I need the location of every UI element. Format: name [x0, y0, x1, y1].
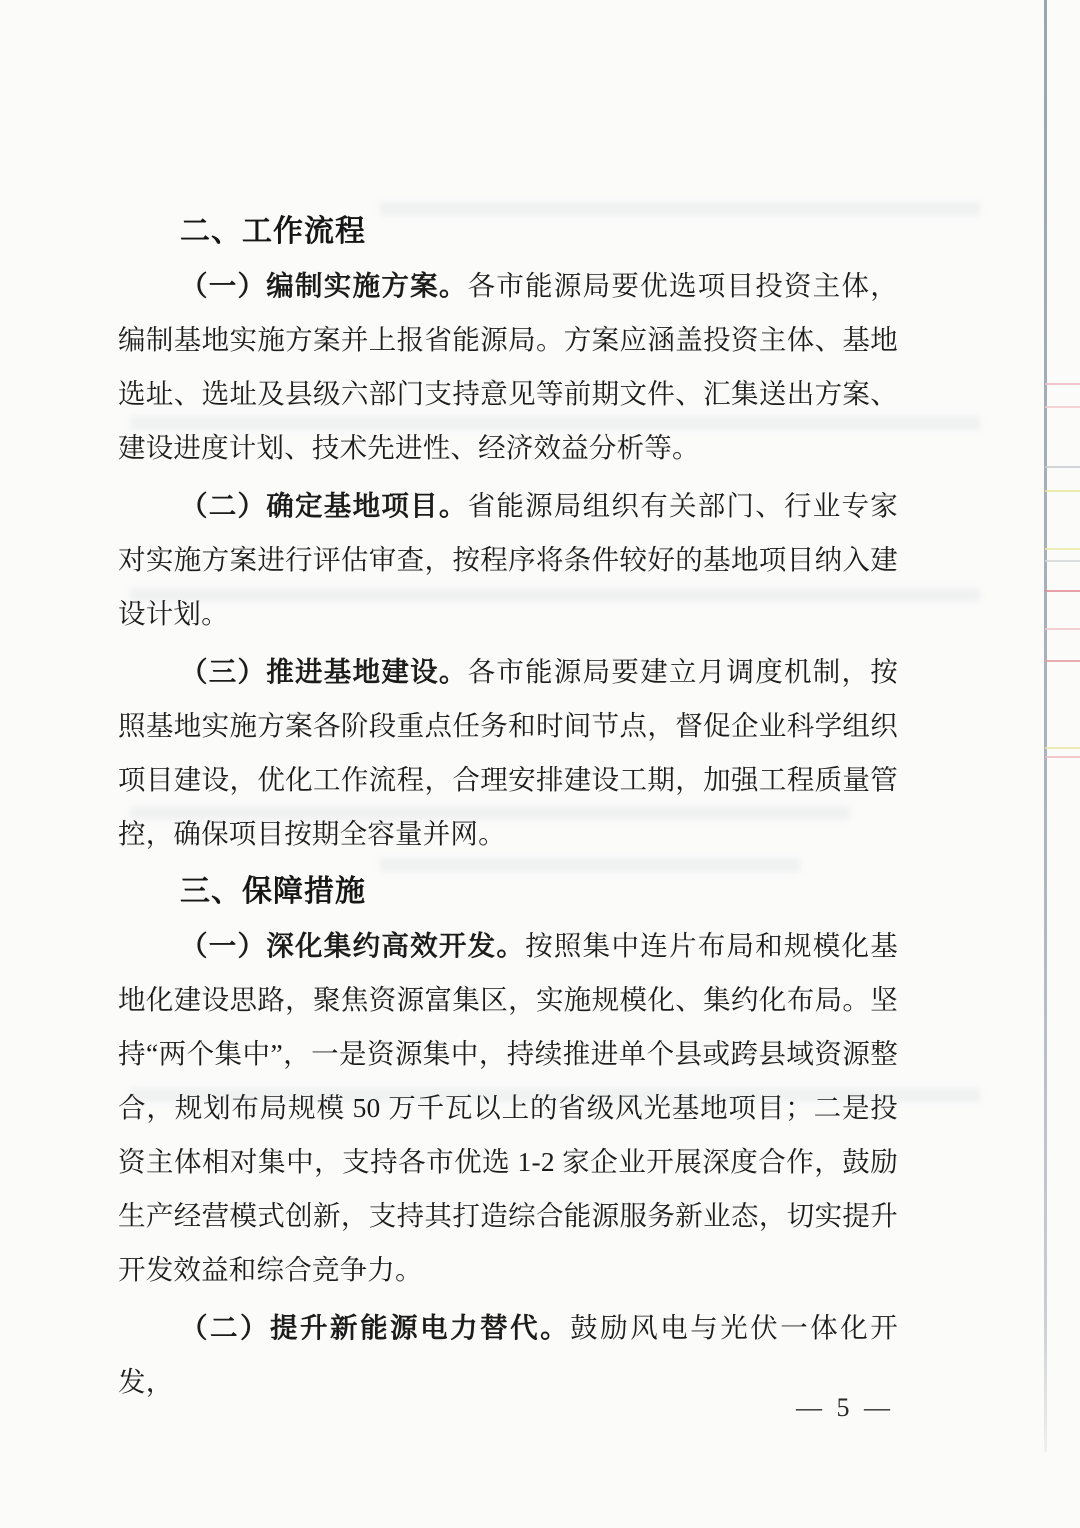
scan-artifact-streak	[1045, 590, 1080, 592]
scan-artifact-streak	[1045, 747, 1080, 749]
scan-artifact-streak	[1045, 660, 1080, 662]
page-number: — 5 —	[796, 1393, 894, 1422]
paragraph-lead: （一）编制实施方案。	[180, 270, 468, 301]
paragraph-text: 省能源局组织有关部门、行业专家对实施方案进行评估审查，按程序将条件较好的基地项目纳入建设计划。	[118, 490, 898, 629]
scan-artifact-streak	[1045, 756, 1080, 758]
scan-artifact-streak	[1045, 383, 1080, 385]
paragraph-lead: （二）提升新能源电力替代。	[180, 1312, 571, 1343]
paragraph-lead: （二）确定基地项目。	[180, 490, 468, 521]
paragraph-lead: （三）推进基地建设。	[180, 656, 468, 687]
scan-artifact-streak	[1045, 406, 1080, 408]
document-body	[118, 0, 898, 1413]
paragraph	[118, 919, 898, 1297]
scan-artifact-streak	[1045, 560, 1080, 562]
paragraph	[118, 1301, 898, 1409]
paragraph	[118, 645, 898, 861]
paragraph-lead: （一）深化集约高效开发。	[180, 930, 526, 961]
paragraph	[118, 479, 898, 641]
scan-artifact-streak	[1045, 548, 1080, 550]
scan-artifact-streak	[1045, 490, 1080, 492]
section-heading-work-process: 二、工作流程	[180, 214, 366, 249]
scan-artifact-line	[1044, 0, 1047, 1452]
paragraph	[118, 259, 898, 475]
paragraph-text: 鼓励风电与光伏一体化开发，	[118, 1312, 898, 1397]
paragraph-text: 各市能源局要建立月调度机制，按照基地实施方案各阶段重点任务和时间节点，督促企业科学组织项目建设，优化工作流程，合理安排建设工期，加强工程质量管控，确保项目按期全容量并网。	[118, 656, 898, 849]
paragraph-text: 各市能源局要优选项目投资主体，编制基地实施方案并上报省能源局。方案应涵盖投资主体、基地选址、选址及县级六部门支持意见等前期文件、汇集送出方案、建设进度计划、技术先进性、经济效益分析等。	[118, 270, 898, 463]
paragraph-text: 按照集中连片布局和规模化基地化建设思路，聚焦资源富集区，实施规模化、集约化布局。坚持“两个集中”，一是资源集中，持续推进单个县或跨县域资源整合，规划布局规模 50 万千瓦以上的省级风光基地项目；二是投资主体相对集中，支持各市优选 1-2 家企业开展深度合作，鼓励生产经营模式创新，支持其打造综合能源服务新业态，切实提升开发效益和综合竞争力。	[118, 930, 898, 1285]
scan-artifact-streak	[1045, 466, 1080, 468]
section-heading-safeguard-measures: 三、保障措施	[180, 874, 366, 909]
scan-artifact-streak	[1045, 628, 1080, 630]
